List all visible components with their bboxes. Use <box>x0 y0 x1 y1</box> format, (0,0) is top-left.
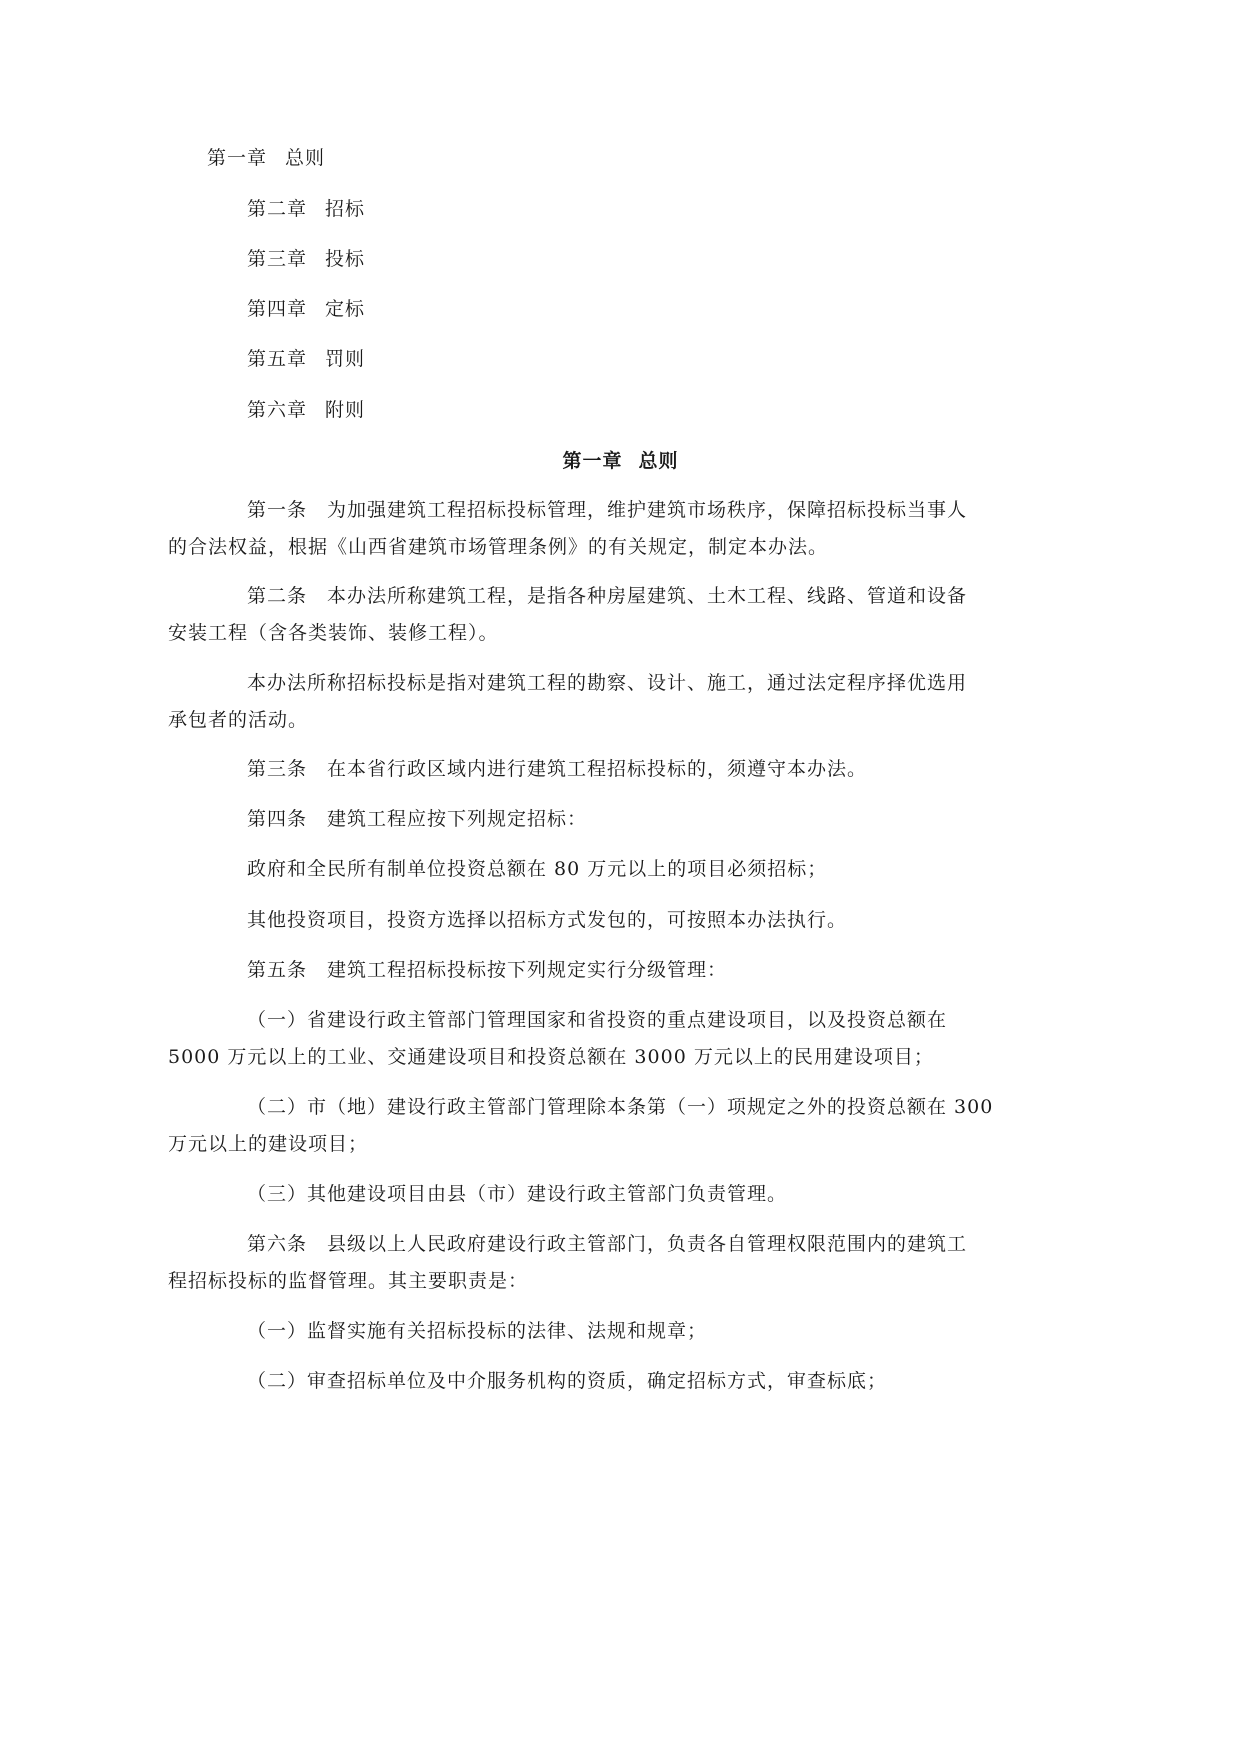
article-4-item-2: 其他投资项目，投资方选择以招标方式发包的，可按照本办法执行。 <box>247 909 848 931</box>
toc-chapter-title: 总则 <box>285 147 326 169</box>
article-2-para-2-line-1: 本办法所称招标投标是指对建筑工程的勘察、设计、施工，通过法定程序择优选用 <box>247 672 968 694</box>
article-label: 第五条 <box>247 959 308 981</box>
toc-chapter-title: 罚则 <box>325 348 366 370</box>
article-5-line-1 <box>247 958 727 982</box>
article-6-item-2: （二）审查招标单位及中介服务机构的资质，确定招标方式，审查标底； <box>247 1370 888 1392</box>
article-text: 建筑工程应按下列规定招标： <box>327 808 588 830</box>
article-5-item-1-line-2: 5000 万元以上的工业、交通建设项目和投资总额在 3000 万元以上的民用建设项目； <box>168 1046 934 1068</box>
toc-chapter-title: 定标 <box>325 298 366 320</box>
article-5-item-1-line-1: （一）省建设行政主管部门管理国家和省投资的重点建设项目，以及投资总额在 <box>247 1009 948 1031</box>
article-1-line-1 <box>247 498 967 522</box>
article-text: 县级以上人民政府建设行政主管部门，负责各自管理权限范围内的建筑工 <box>327 1233 968 1255</box>
article-label: 第六条 <box>247 1233 308 1255</box>
article-5-item-2-line-2: 万元以上的建设项目； <box>168 1133 369 1155</box>
toc-item-3 <box>247 247 365 271</box>
article-label: 第三条 <box>247 758 308 780</box>
article-4-line-1 <box>247 807 587 831</box>
toc-chapter-title: 招标 <box>325 198 366 220</box>
toc-chapter-number: 第六章 <box>247 399 308 421</box>
article-text: 建筑工程招标投标按下列规定实行分级管理： <box>327 959 728 981</box>
article-4-item-1: 政府和全民所有制单位投资总额在 80 万元以上的项目必须招标； <box>247 858 828 880</box>
toc-chapter-number: 第三章 <box>247 248 308 270</box>
article-2-line-2: 安装工程（含各类装饰、装修工程）。 <box>168 622 499 644</box>
toc-item-1 <box>207 146 325 170</box>
article-5-item-2-line-1: （二）市（地）建设行政主管部门管理除本条第（一）项规定之外的投资总额在 300 <box>247 1096 994 1118</box>
toc-chapter-number: 第二章 <box>247 198 308 220</box>
toc-item-2 <box>247 197 365 221</box>
article-6-line-2: 程招标投标的监督管理。其主要职责是： <box>168 1270 529 1292</box>
article-label: 第四条 <box>247 808 308 830</box>
toc-chapter-title: 附则 <box>325 399 366 421</box>
toc-item-4 <box>247 297 365 321</box>
toc-chapter-number: 第四章 <box>247 298 308 320</box>
toc-chapter-number: 第一章 <box>207 147 268 169</box>
article-label: 第二条 <box>247 585 308 607</box>
article-6-line-1 <box>247 1232 967 1256</box>
article-text: 本办法所称建筑工程，是指各种房屋建筑、土木工程、线路、管道和设备 <box>327 585 968 607</box>
chapter-number: 第一章 <box>562 450 623 472</box>
toc-item-5 <box>247 347 365 371</box>
article-6-item-1: （一）监督实施有关招标投标的法律、法规和规章； <box>247 1320 708 1342</box>
article-5-item-3: （三）其他建设项目由县（市）建设行政主管部门负责管理。 <box>247 1183 788 1205</box>
article-1-line-2: 的合法权益，根据《山西省建筑市场管理条例》的有关规定，制定本办法。 <box>168 536 829 558</box>
article-text: 在本省行政区域内进行建筑工程招标投标的，须遵守本办法。 <box>327 758 868 780</box>
article-2-line-1 <box>247 584 967 608</box>
article-2-para-2-line-2: 承包者的活动。 <box>168 709 309 731</box>
article-3-line-1 <box>247 757 867 781</box>
article-label: 第一条 <box>247 499 308 521</box>
toc-item-6 <box>247 398 365 422</box>
article-text: 为加强建筑工程招标投标管理，维护建筑市场秩序，保障招标投标当事人 <box>327 499 968 521</box>
chapter-title: 总则 <box>638 450 679 472</box>
toc-chapter-number: 第五章 <box>247 348 308 370</box>
toc-chapter-title: 投标 <box>325 248 366 270</box>
chapter-heading <box>0 449 1241 473</box>
